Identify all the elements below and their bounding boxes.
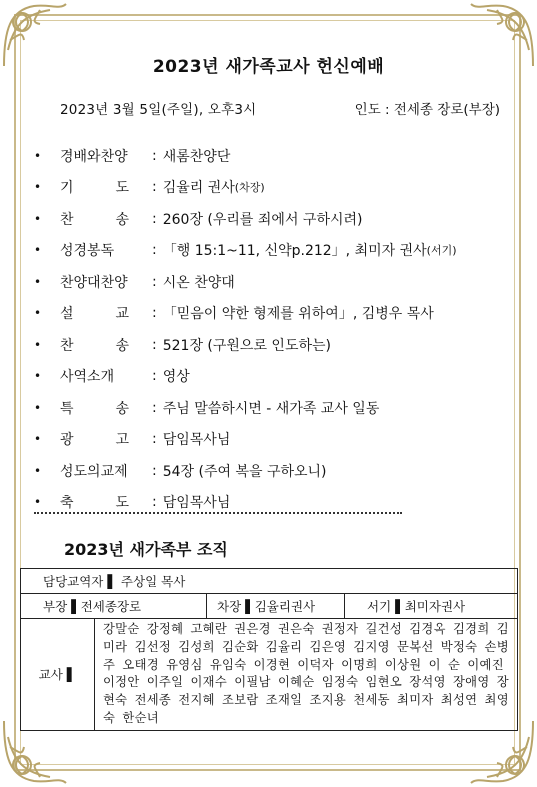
bullet-icon: •	[34, 432, 42, 447]
program-label: 찬양대찬양	[60, 274, 128, 291]
program-item: • 특 송 : 주님 말씀하시면 - 새가족 교사 일동	[34, 399, 380, 417]
program-note: (서기)	[426, 244, 457, 258]
org-vice: 차장 ▌김율리권사	[207, 594, 345, 618]
org-row-officers	[21, 594, 517, 619]
bullet-icon: •	[34, 463, 42, 478]
bullet-icon: •	[34, 180, 42, 195]
program-item: • 성도의교제 : 54장 (주여 복을 구하오니)	[34, 462, 327, 480]
program-value: 새롬찬양단	[162, 148, 231, 165]
section-divider	[34, 512, 402, 514]
program-item: • 축 도 : 담임목사님	[34, 494, 231, 512]
program-item: • 사역소개 : 영상	[34, 368, 190, 386]
bullet-icon: •	[34, 243, 42, 258]
service-leader: 인도 : 전세종 장로(부장)	[354, 102, 500, 118]
program-label: 설 교	[60, 306, 130, 323]
org-table	[20, 568, 518, 731]
program-value: 521장 (구원으로 인도하는)	[162, 337, 331, 354]
program-label: 경배와찬양	[60, 148, 128, 165]
program-note: (차장)	[234, 181, 265, 195]
program-label: 찬 송	[60, 337, 130, 354]
bullet-icon: •	[34, 274, 42, 289]
program-item: • 경배와찬양 : 새롬찬양단	[34, 147, 231, 165]
program-value: 담임목사님	[162, 495, 231, 512]
program-label: 기 도	[60, 180, 130, 197]
program-item: • 찬양대찬양 : 시온 찬양대	[34, 273, 235, 291]
program-item: • 찬 송 : 521장 (구원으로 인도하는)	[34, 336, 331, 354]
bullet-icon: •	[34, 400, 42, 415]
program-item: • 기 도 : 김율리 권사 (차장)	[34, 179, 265, 197]
org-pastor: 담당교역자 ▌ 주상일 목사	[43, 574, 186, 589]
program-value: 김율리 권사	[162, 180, 235, 197]
bullet-icon: •	[34, 306, 42, 321]
program-item: • 광 고 : 담임목사님	[34, 431, 231, 449]
program-value: 「행 15:1~11, 신약p.212」, 최미자 권사	[162, 243, 427, 260]
page-title: 2023년 새가족교사 헌신예배	[152, 57, 385, 77]
bullet-icon: •	[34, 337, 42, 352]
bullet-icon: •	[34, 369, 42, 384]
program-value: 영상	[162, 369, 190, 386]
org-row-teachers	[21, 619, 517, 730]
program-item: • 설 교 : 「믿음이 약한 형제를 위하여」, 김병우 목사	[34, 305, 434, 323]
program-label: 성도의교제	[60, 463, 128, 480]
program-label: 광 고	[60, 432, 130, 449]
program-label: 성경봉독	[60, 243, 115, 260]
program-label: 축 도	[60, 495, 130, 512]
program-value: 「믿음이 약한 형제를 위하여」, 김병우 목사	[162, 306, 434, 323]
org-row-pastor	[21, 569, 517, 594]
org-head: 부장 ▌전세종장로	[21, 594, 207, 618]
program-label: 특 송	[60, 400, 130, 417]
program-value: 시온 찬양대	[162, 274, 235, 291]
program-value: 54장 (주여 복을 구하오니)	[162, 463, 327, 480]
teachers-label: 교사 ▌	[21, 619, 95, 730]
program-value: 담임목사님	[162, 432, 231, 449]
bullet-icon: •	[34, 148, 42, 163]
program-value: 주님 말씀하시면 - 새가족 교사 일동	[162, 400, 380, 417]
program-item: • 성경봉독 : 「행 15:1~11, 신약p.212」, 최미자 권사 (서기)	[34, 242, 457, 260]
bullet-icon: •	[34, 495, 42, 510]
service-info	[60, 98, 500, 118]
org-title: 2023년 새가족부 조직	[64, 540, 228, 559]
org-secretary: 서기 ▌최미자권사	[367, 599, 466, 614]
program-item: • 찬 송 : 260장 (우리를 죄에서 구하시려)	[34, 210, 363, 228]
service-date: 2023년 3월 5일(주일), 오후3시	[60, 102, 257, 118]
program-label: 사역소개	[60, 369, 115, 386]
teachers-list: 강말순 강정혜 고혜란 권은경 권은숙 권정자 길건성 김경옥 김경희 김미라 김선정 김성희 김순화 김율리 김은영 김지영 문복선 박정숙 손병주 오태경 유영심 유임숙 이경현 이덕자 이명희 이상원 이 순 이예진 이정안 이주일 이재수 이필남 이혜순 임정숙 임현오 장석영 장애영 장현숙 전세종 전지혜 조보람 조재일 조지용 천세동 최미자 최성연 최영숙 한순녀	[103, 622, 509, 725]
program-label: 찬 송	[60, 211, 130, 228]
program-value: 260장 (우리를 죄에서 구하시려)	[162, 211, 363, 228]
bullet-icon: •	[34, 211, 42, 226]
program-list	[34, 140, 514, 518]
